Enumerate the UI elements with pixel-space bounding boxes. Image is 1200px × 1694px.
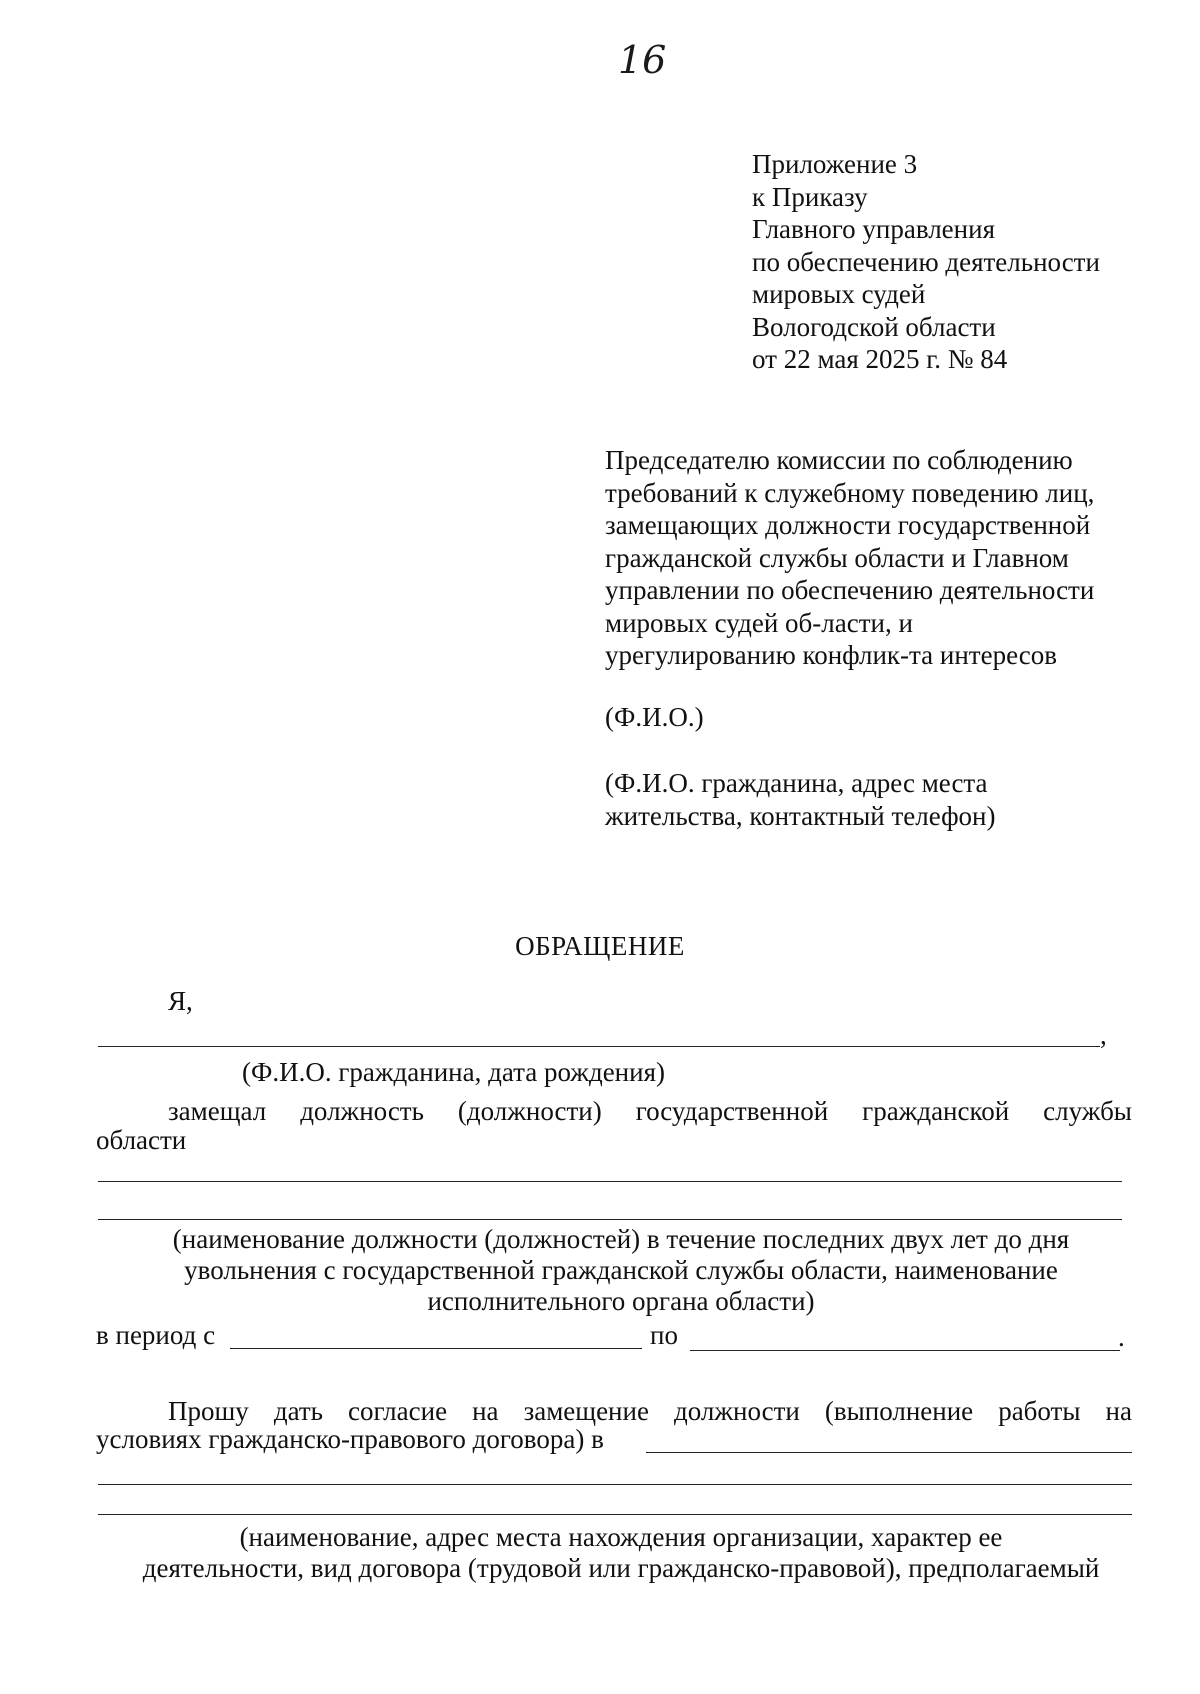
ya-text: Я, (168, 986, 193, 1016)
position-caption-line: (наименование должности (должностей) в течение последних двух лет до дня (172, 1224, 1070, 1254)
organization-caption-line: деятельности, вид договора (трудовой или гражданско-правовой), предполагаемый (142, 1553, 1100, 1583)
body-word: согласие (348, 1396, 448, 1426)
addressee-line: Председателю комиссии по соблюдению (605, 445, 1073, 475)
appendix-reference (752, 148, 1100, 376)
organization-field-line-2[interactable] (98, 1484, 1132, 1485)
organization-caption-line: (наименование, адрес места нахождения организации, характер ее (239, 1522, 1003, 1552)
organization-caption (98, 1522, 1144, 1584)
addressee-line: требований к служебному поведению лиц, (605, 477, 1095, 508)
period-to-label: по (650, 1320, 678, 1350)
request-line (168, 1396, 1132, 1426)
body-word: гражданской (862, 1096, 1010, 1126)
body-word: государственной (635, 1096, 829, 1126)
fio-birth-field[interactable] (98, 1046, 1100, 1047)
document-title: ОБРАЩЕНИЕ (515, 931, 685, 961)
position-caption-line: увольнения с государственной гражданской службы области, наименование (184, 1255, 1058, 1285)
addressee-line: замещающих должности государственной (605, 510, 1091, 540)
addressee-line: мировых судей об-ласти, и (605, 607, 913, 638)
body-word: дать (273, 1396, 323, 1426)
body-word: (должности) (457, 1096, 602, 1126)
appendix-line: мировых судей (752, 279, 926, 309)
citizen-details-line: жительства, контактный телефон) (605, 800, 996, 831)
appendix-line: Главного управления (752, 214, 995, 244)
body-word: Прошу (168, 1396, 249, 1426)
body-word: на (472, 1396, 499, 1426)
fio-comma: , (1100, 1020, 1107, 1050)
page-number: 16 (618, 38, 667, 82)
body-word: службы (1043, 1096, 1132, 1126)
body-word: замещал (168, 1096, 267, 1126)
addressee-line: урегулированию конфлик-та интересов (605, 640, 1057, 670)
chairman-fio-label: (Ф.И.О.) (605, 702, 704, 732)
body-word: должность (300, 1096, 424, 1126)
position-caption-line: исполнительного органа области) (427, 1286, 815, 1316)
body-word: (выполнение (824, 1396, 974, 1426)
region-word: области (96, 1125, 187, 1155)
held-position-line (168, 1096, 1132, 1126)
position-field-line-2[interactable] (98, 1219, 1122, 1220)
body-word: должности (673, 1396, 800, 1426)
body-word: работы (998, 1396, 1081, 1426)
organization-field-line-3[interactable] (98, 1514, 1132, 1515)
period-start-field[interactable] (230, 1348, 642, 1349)
body-word: замещение (523, 1396, 649, 1426)
appendix-line: Приложение 3 (752, 149, 918, 179)
position-field-line-1[interactable] (98, 1181, 1122, 1182)
addressee-line: гражданской службы области и Главном (605, 542, 1069, 573)
citizen-details-label (605, 767, 996, 832)
appendix-line: от 22 мая 2025 г. № 84 (752, 344, 1008, 374)
organization-field[interactable] (646, 1452, 1132, 1453)
addressee-line: управлении по обеспечению деятельности (605, 575, 1095, 605)
addressee-block (605, 444, 1094, 672)
body-word: на (1105, 1396, 1132, 1426)
period-end-dot: . (1118, 1322, 1125, 1352)
period-from-label: в период с (96, 1320, 216, 1350)
citizen-details-line: (Ф.И.О. гражданина, адрес места (605, 768, 988, 798)
appendix-line: Вологодской области (752, 311, 996, 342)
position-caption (98, 1224, 1144, 1317)
fio-birth-caption: (Ф.И.О. гражданина, дата рождения) (242, 1057, 665, 1087)
period-end-field[interactable] (690, 1350, 1120, 1351)
request-line-2: условиях гражданско-правового договора) в (96, 1424, 604, 1454)
appendix-line: к Приказу (752, 181, 868, 212)
appendix-line: по обеспечению деятельности (752, 246, 1100, 277)
